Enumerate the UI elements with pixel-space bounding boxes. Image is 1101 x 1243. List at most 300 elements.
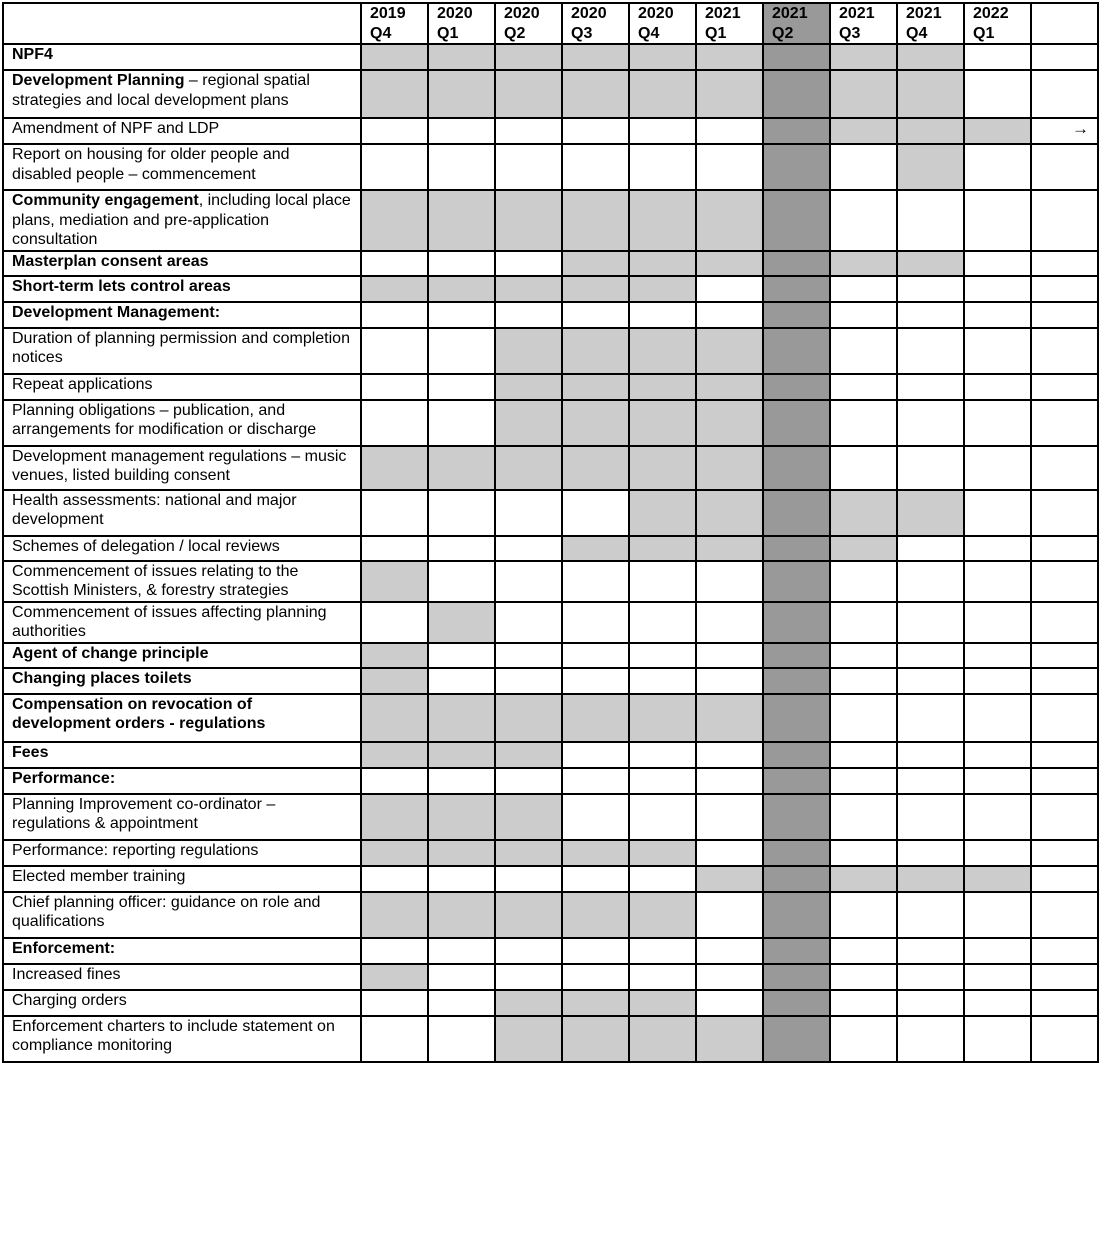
- row-label-bold-text: Changing places toilets: [12, 669, 192, 687]
- row-label: [3, 643, 361, 668]
- empty-quarter-cell: [428, 768, 495, 794]
- row-label: [3, 742, 361, 768]
- empty-quarter-cell: [964, 694, 1031, 742]
- row-label: [3, 70, 361, 118]
- active-quarter-cell: [629, 694, 696, 742]
- empty-quarter-cell: [361, 602, 428, 643]
- table-row: [3, 561, 1098, 602]
- active-quarter-cell: [696, 374, 763, 400]
- row-label: [3, 866, 361, 892]
- row-label-text: Repeat applications: [12, 375, 153, 393]
- active-quarter-cell: [629, 374, 696, 400]
- active-quarter-cell: [428, 602, 495, 643]
- row-label: [3, 990, 361, 1016]
- empty-quarter-cell: [696, 302, 763, 328]
- row-label-text: Duration of planning permission and completion notices: [12, 329, 350, 366]
- active-quarter-cell: [495, 1016, 562, 1062]
- empty-quarter-cell: [1031, 840, 1098, 866]
- row-label: [3, 1016, 361, 1062]
- empty-quarter-cell: [964, 794, 1031, 840]
- empty-quarter-cell: [897, 328, 964, 374]
- empty-quarter-cell: [897, 276, 964, 302]
- table-row: [3, 190, 1098, 251]
- active-quarter-cell: [629, 446, 696, 490]
- empty-quarter-cell: [964, 70, 1031, 118]
- empty-quarter-cell: [964, 964, 1031, 990]
- active-quarter-cell: [495, 990, 562, 1016]
- empty-quarter-cell: [897, 742, 964, 768]
- empty-quarter-cell: [1031, 866, 1098, 892]
- active-quarter-cell: [629, 1016, 696, 1062]
- empty-quarter-cell: [1031, 70, 1098, 118]
- current-quarter-cell: [763, 1016, 830, 1062]
- active-quarter-cell: [696, 190, 763, 251]
- row-label-text: Elected member training: [12, 867, 186, 885]
- empty-quarter-cell: [830, 561, 897, 602]
- empty-quarter-cell: [428, 328, 495, 374]
- empty-quarter-cell: [964, 144, 1031, 190]
- empty-quarter-cell: [1031, 446, 1098, 490]
- active-quarter-cell: [830, 490, 897, 536]
- empty-quarter-cell: [495, 768, 562, 794]
- active-quarter-cell: [830, 118, 897, 144]
- empty-quarter-cell: [964, 276, 1031, 302]
- active-quarter-cell: [495, 44, 562, 70]
- empty-quarter-cell: [495, 938, 562, 964]
- empty-quarter-cell: [428, 643, 495, 668]
- active-quarter-cell: [361, 44, 428, 70]
- empty-quarter-cell: [830, 276, 897, 302]
- active-quarter-cell: [361, 70, 428, 118]
- row-label: [3, 302, 361, 328]
- quarter-header: [897, 3, 964, 44]
- empty-quarter-cell: [495, 251, 562, 276]
- current-quarter-cell: [763, 694, 830, 742]
- empty-quarter-cell: [830, 446, 897, 490]
- empty-quarter-cell: [495, 536, 562, 561]
- empty-quarter-cell: [830, 742, 897, 768]
- empty-quarter-cell: [830, 643, 897, 668]
- empty-quarter-cell: [964, 602, 1031, 643]
- quarter-header: [629, 3, 696, 44]
- empty-quarter-cell: [629, 668, 696, 694]
- empty-quarter-cell: [1031, 276, 1098, 302]
- empty-quarter-cell: [964, 328, 1031, 374]
- active-quarter-cell: [495, 794, 562, 840]
- row-label-text: Chief planning officer: guidance on role and qualifications: [12, 893, 321, 930]
- quarter-year: 2022: [973, 5, 1009, 22]
- empty-quarter-cell: [562, 938, 629, 964]
- table-row: [3, 768, 1098, 794]
- row-label-text: Development management regulations – music venues, listed building consent: [12, 447, 347, 484]
- active-quarter-cell: [428, 276, 495, 302]
- empty-quarter-cell: [1031, 938, 1098, 964]
- active-quarter-cell: [361, 892, 428, 938]
- empty-quarter-cell: [1031, 44, 1098, 70]
- quarter-label: Q3: [571, 24, 593, 42]
- table-row: [3, 938, 1098, 964]
- active-quarter-cell: [361, 694, 428, 742]
- active-quarter-cell: [495, 374, 562, 400]
- active-quarter-cell: [897, 70, 964, 118]
- active-quarter-cell: [428, 742, 495, 768]
- active-quarter-cell: [696, 866, 763, 892]
- active-quarter-cell: [495, 840, 562, 866]
- active-quarter-cell: [562, 44, 629, 70]
- empty-quarter-cell: [897, 892, 964, 938]
- row-label-text: Schemes of delegation / local reviews: [12, 537, 280, 555]
- empty-quarter-cell: [964, 840, 1031, 866]
- empty-quarter-cell: [562, 561, 629, 602]
- empty-quarter-cell: [361, 768, 428, 794]
- current-quarter-cell: [763, 742, 830, 768]
- empty-quarter-cell: [495, 866, 562, 892]
- empty-quarter-cell: [964, 190, 1031, 251]
- empty-quarter-cell: [830, 328, 897, 374]
- row-label: [3, 602, 361, 643]
- empty-quarter-cell: [830, 990, 897, 1016]
- empty-quarter-cell: [897, 446, 964, 490]
- table-row: [3, 374, 1098, 400]
- active-quarter-cell: [428, 840, 495, 866]
- current-quarter-cell: [763, 938, 830, 964]
- active-quarter-cell: [830, 44, 897, 70]
- row-label: [3, 400, 361, 446]
- active-quarter-cell: [495, 694, 562, 742]
- active-quarter-cell: [696, 536, 763, 561]
- empty-quarter-cell: [562, 602, 629, 643]
- table-row: [3, 251, 1098, 276]
- empty-quarter-cell: [495, 561, 562, 602]
- active-quarter-cell: [629, 400, 696, 446]
- table-row: [3, 400, 1098, 446]
- active-quarter-cell: [361, 794, 428, 840]
- current-quarter-cell: [763, 668, 830, 694]
- empty-quarter-cell: [830, 144, 897, 190]
- empty-quarter-cell: [1031, 490, 1098, 536]
- empty-quarter-cell: [428, 118, 495, 144]
- current-quarter-cell: [763, 536, 830, 561]
- row-label-text: Health assessments: national and major development: [12, 491, 297, 528]
- active-quarter-cell: [696, 400, 763, 446]
- current-quarter-cell: [763, 302, 830, 328]
- active-quarter-cell: [361, 840, 428, 866]
- quarter-year: 2021: [906, 5, 942, 22]
- empty-quarter-cell: [428, 536, 495, 561]
- empty-quarter-cell: [964, 302, 1031, 328]
- empty-quarter-cell: [897, 400, 964, 446]
- quarter-year: 2019: [370, 5, 406, 22]
- empty-quarter-cell: [964, 446, 1031, 490]
- table-row: [3, 118, 1098, 144]
- empty-quarter-cell: [696, 643, 763, 668]
- empty-quarter-cell: [830, 938, 897, 964]
- empty-quarter-cell: [361, 536, 428, 561]
- table-row: [3, 44, 1098, 70]
- current-quarter-cell: [763, 251, 830, 276]
- empty-quarter-cell: [562, 490, 629, 536]
- active-quarter-cell: [428, 892, 495, 938]
- empty-quarter-cell: [964, 400, 1031, 446]
- quarter-header: [830, 3, 897, 44]
- active-quarter-cell: [495, 276, 562, 302]
- active-quarter-cell: [562, 446, 629, 490]
- active-quarter-cell: [629, 70, 696, 118]
- quarter-year: 2021: [839, 5, 875, 22]
- current-quarter-cell: [763, 602, 830, 643]
- row-label-bold-text: Agent of change principle: [12, 644, 209, 662]
- empty-quarter-cell: [696, 602, 763, 643]
- empty-quarter-cell: [428, 866, 495, 892]
- active-quarter-cell: [696, 446, 763, 490]
- empty-quarter-cell: [897, 694, 964, 742]
- active-quarter-cell: [495, 400, 562, 446]
- empty-quarter-cell: [428, 374, 495, 400]
- row-label-bold-text: Performance:: [12, 769, 116, 787]
- active-quarter-cell: [428, 190, 495, 251]
- empty-quarter-cell: [562, 643, 629, 668]
- current-quarter-cell: [763, 561, 830, 602]
- empty-quarter-cell: [897, 1016, 964, 1062]
- row-label-text: Increased fines: [12, 965, 121, 983]
- empty-quarter-cell: [428, 990, 495, 1016]
- row-label-text: , including local place plans, mediation and pre-application consultation: [12, 192, 351, 248]
- empty-quarter-cell: [629, 602, 696, 643]
- row-label-text: Charging orders: [12, 991, 127, 1009]
- empty-quarter-cell: [1031, 251, 1098, 276]
- empty-quarter-cell: [964, 643, 1031, 668]
- quarter-label: Q1: [705, 24, 727, 42]
- quarter-header: [428, 3, 495, 44]
- empty-quarter-cell: [830, 374, 897, 400]
- table-row: [3, 536, 1098, 561]
- current-quarter-cell: [763, 446, 830, 490]
- empty-quarter-cell: [830, 400, 897, 446]
- quarter-year: 2020: [504, 5, 540, 22]
- active-quarter-cell: [562, 840, 629, 866]
- empty-quarter-cell: [1031, 694, 1098, 742]
- empty-quarter-cell: [964, 1016, 1031, 1062]
- active-quarter-cell: [562, 70, 629, 118]
- active-quarter-cell: [629, 490, 696, 536]
- active-quarter-cell: [696, 1016, 763, 1062]
- table-row: [3, 742, 1098, 768]
- empty-quarter-cell: [629, 866, 696, 892]
- quarter-label: Q4: [906, 24, 928, 42]
- row-label-text: Performance: reporting regulations: [12, 841, 259, 859]
- empty-quarter-cell: [964, 742, 1031, 768]
- active-quarter-cell: [428, 694, 495, 742]
- empty-quarter-cell: [562, 964, 629, 990]
- empty-quarter-cell: [1031, 892, 1098, 938]
- active-quarter-cell: [562, 990, 629, 1016]
- active-quarter-cell: [964, 118, 1031, 144]
- empty-quarter-cell: [696, 144, 763, 190]
- empty-quarter-cell: [562, 668, 629, 694]
- empty-quarter-cell: [696, 276, 763, 302]
- current-quarter-cell: [763, 400, 830, 446]
- quarter-header: [361, 3, 428, 44]
- row-label-text: Report on housing for older people and disabled people – commencement: [12, 146, 290, 183]
- table-row: [3, 892, 1098, 938]
- empty-quarter-cell: [1031, 400, 1098, 446]
- quarter-header: [562, 3, 629, 44]
- empty-quarter-cell: [964, 536, 1031, 561]
- active-quarter-cell: [629, 892, 696, 938]
- empty-quarter-cell: [428, 964, 495, 990]
- row-label: [3, 964, 361, 990]
- empty-quarter-cell: [562, 144, 629, 190]
- row-label-text: Planning obligations – publication, and arrangements for modification or discharge: [12, 401, 317, 438]
- quarter-label: Q2: [772, 24, 794, 42]
- row-label: [3, 938, 361, 964]
- row-label: [3, 374, 361, 400]
- row-label-bold-text: Development Management:: [12, 303, 221, 321]
- table-row: [3, 668, 1098, 694]
- quarter-header: [763, 3, 830, 44]
- quarter-label: Q4: [638, 24, 660, 42]
- active-quarter-cell: [361, 190, 428, 251]
- row-label: [3, 251, 361, 276]
- empty-quarter-cell: [897, 668, 964, 694]
- active-quarter-cell: [629, 840, 696, 866]
- active-quarter-cell: [361, 561, 428, 602]
- row-label: [3, 118, 361, 144]
- table-row: [3, 964, 1098, 990]
- empty-quarter-cell: [696, 768, 763, 794]
- empty-quarter-cell: [361, 400, 428, 446]
- active-quarter-cell: [495, 70, 562, 118]
- empty-quarter-cell: [964, 990, 1031, 1016]
- empty-quarter-cell: [1031, 643, 1098, 668]
- empty-quarter-cell: [562, 794, 629, 840]
- row-label-text: – regional spatial strategies and local development plans: [12, 72, 310, 109]
- empty-quarter-cell: [428, 1016, 495, 1062]
- active-quarter-cell: [897, 44, 964, 70]
- row-label-bold-text: Short-term lets control areas: [12, 277, 231, 295]
- table-row: [3, 840, 1098, 866]
- empty-quarter-cell: [1031, 144, 1098, 190]
- current-quarter-cell: [763, 643, 830, 668]
- quarter-year: 2020: [437, 5, 473, 22]
- empty-quarter-cell: [964, 768, 1031, 794]
- active-quarter-cell: [428, 794, 495, 840]
- active-quarter-cell: [562, 190, 629, 251]
- empty-quarter-cell: [629, 794, 696, 840]
- active-quarter-cell: [428, 44, 495, 70]
- active-quarter-cell: [629, 536, 696, 561]
- empty-quarter-cell: [1031, 302, 1098, 328]
- table-row: [3, 602, 1098, 643]
- row-label-text: Planning Improvement co-ordinator – regulations & appointment: [12, 795, 276, 832]
- empty-quarter-cell: [897, 561, 964, 602]
- empty-quarter-cell: [696, 938, 763, 964]
- current-quarter-cell: [763, 892, 830, 938]
- empty-quarter-cell: [495, 302, 562, 328]
- empty-quarter-cell: [629, 643, 696, 668]
- empty-quarter-cell: [696, 794, 763, 840]
- row-label: [3, 190, 361, 251]
- empty-quarter-cell: [495, 118, 562, 144]
- row-label: [3, 328, 361, 374]
- empty-quarter-cell: [964, 668, 1031, 694]
- empty-quarter-cell: [1031, 964, 1098, 990]
- active-quarter-cell: [562, 1016, 629, 1062]
- table-body: [3, 3, 1098, 1062]
- empty-quarter-cell: [1031, 328, 1098, 374]
- empty-quarter-cell: [1031, 668, 1098, 694]
- active-quarter-cell: [629, 990, 696, 1016]
- active-quarter-cell: [696, 328, 763, 374]
- current-quarter-cell: [763, 328, 830, 374]
- empty-quarter-cell: [964, 892, 1031, 938]
- empty-quarter-cell: [1031, 768, 1098, 794]
- active-quarter-cell: [361, 276, 428, 302]
- row-label: [3, 668, 361, 694]
- quarter-header: [696, 3, 763, 44]
- active-quarter-cell: [897, 866, 964, 892]
- empty-quarter-cell: [495, 490, 562, 536]
- row-label-bold-text: Development Planning: [12, 72, 185, 89]
- active-quarter-cell: [964, 866, 1031, 892]
- table-row: [3, 490, 1098, 536]
- empty-quarter-cell: [361, 1016, 428, 1062]
- row-label: [3, 561, 361, 602]
- empty-quarter-cell: [830, 768, 897, 794]
- empty-quarter-cell: [830, 190, 897, 251]
- quarter-label: Q2: [504, 24, 526, 42]
- empty-quarter-cell: [830, 964, 897, 990]
- empty-quarter-cell: [361, 302, 428, 328]
- active-quarter-cell: [562, 694, 629, 742]
- empty-quarter-cell: [897, 990, 964, 1016]
- table-row: [3, 990, 1098, 1016]
- current-quarter-cell: [763, 144, 830, 190]
- empty-quarter-cell: [428, 938, 495, 964]
- empty-quarter-cell: [361, 490, 428, 536]
- active-quarter-cell: [562, 251, 629, 276]
- table-row: [3, 1016, 1098, 1062]
- empty-quarter-cell: [964, 561, 1031, 602]
- active-quarter-cell: [830, 251, 897, 276]
- empty-quarter-cell: [629, 964, 696, 990]
- implementation-timeline-table: [2, 2, 1099, 1063]
- empty-quarter-cell: [897, 374, 964, 400]
- row-label: [3, 840, 361, 866]
- current-quarter-cell: [763, 190, 830, 251]
- empty-quarter-cell: [428, 668, 495, 694]
- active-quarter-cell: [696, 694, 763, 742]
- empty-quarter-cell: [495, 668, 562, 694]
- empty-quarter-cell: [562, 742, 629, 768]
- empty-quarter-cell: [897, 964, 964, 990]
- empty-quarter-cell: [964, 44, 1031, 70]
- empty-quarter-cell: [830, 602, 897, 643]
- row-label-text: Amendment of NPF and LDP: [12, 120, 220, 137]
- empty-quarter-cell: [361, 374, 428, 400]
- empty-quarter-cell: [696, 964, 763, 990]
- active-quarter-cell: [897, 118, 964, 144]
- empty-quarter-cell: [964, 938, 1031, 964]
- row-label: [3, 144, 361, 190]
- empty-quarter-cell: [361, 251, 428, 276]
- empty-quarter-cell: [361, 118, 428, 144]
- table-row: [3, 276, 1098, 302]
- empty-quarter-cell: [361, 144, 428, 190]
- empty-quarter-cell: [830, 892, 897, 938]
- quarter-label: Q3: [839, 24, 861, 42]
- empty-quarter-cell: [562, 866, 629, 892]
